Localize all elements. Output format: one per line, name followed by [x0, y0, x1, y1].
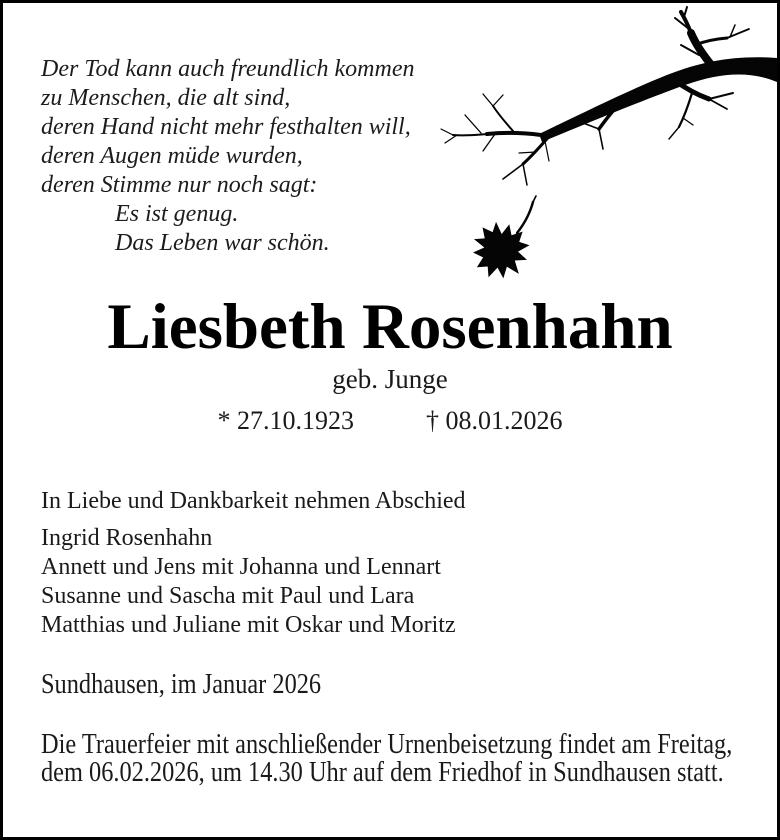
mourner-line: Annett und Jens mit Johanna und Lennart: [41, 554, 441, 580]
birth-date: [218, 405, 355, 436]
poem-line: deren Hand nicht mehr festhalten will,: [41, 114, 411, 140]
funeral-info: [41, 730, 732, 786]
birth-star-symbol: *: [217, 406, 231, 435]
maple-leaf-icon: [460, 210, 542, 292]
mourners-list: [41, 524, 456, 640]
mourner-line: Matthias und Juliane mit Oskar und Moritz: [41, 612, 456, 638]
memorial-poem: [41, 55, 415, 258]
death-date-value: 08.01.2026: [445, 406, 563, 435]
farewell-intro: In Liebe und Dankbarkeit nehmen Abschied: [41, 488, 466, 514]
poem-line: deren Augen müde wurden,: [41, 143, 303, 169]
poem-closing-line: Das Leben war schön.: [115, 230, 330, 256]
deceased-name: Liesbeth Rosenhahn: [107, 291, 673, 363]
branch-limb: [539, 57, 777, 142]
poem-line: deren Stimme nur noch sagt:: [41, 172, 318, 198]
maiden-name: geb. Junge: [332, 364, 448, 394]
funeral-info-line: dem 06.02.2026, um 14.30 Uhr auf dem Friedhof in Sundhausen statt.: [41, 756, 724, 788]
place-and-date: Sundhausen, im Januar 2026: [41, 668, 322, 700]
poem-line: Der Tod kann auch freundlich kommen: [41, 56, 415, 82]
death-date: [426, 405, 563, 436]
branch-illustration: [437, 3, 777, 293]
life-dates: [3, 405, 777, 436]
mourner-line: Susanne und Sascha mit Paul und Lara: [41, 583, 415, 609]
funeral-info-line: Die Trauerfeier mit anschließender Urnenbeisetzung findet am Freitag,: [41, 728, 733, 760]
mourner-line: Ingrid Rosenhahn: [41, 525, 213, 551]
poem-closing-line: Es ist genug.: [115, 201, 239, 227]
poem-line: zu Menschen, die alt sind,: [41, 85, 291, 111]
death-cross-symbol: †: [426, 406, 439, 435]
birth-date-value: 27.10.1923: [237, 406, 354, 435]
